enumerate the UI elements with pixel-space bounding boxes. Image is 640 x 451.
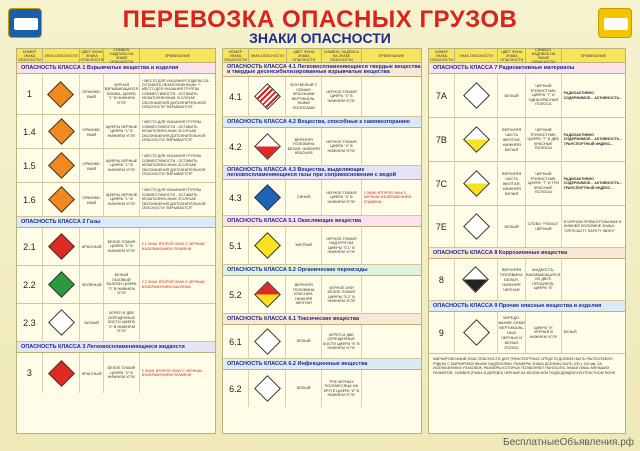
sign-symbol: ЧЕРНОЕ ПЛАМЯ ЦИФРА "4" В НИЖНЕМ УГЛУ: [322, 128, 362, 165]
sign-note: 2 ЗНАК: ВТОРОЙ ЗНАК С ЧЕРНЫМ ИЗОБРАЖЕНИЕМ ПЛАМЕНИ: [363, 190, 412, 204]
sign-color: ЖЕЛТЫЙ: [286, 227, 322, 264]
table-row: [429, 312, 625, 354]
sign-note: [362, 325, 421, 358]
sign-number: 3: [17, 353, 43, 393]
header-note: ПРИМЕЧАНИЕ: [378, 53, 404, 58]
sign-note: * МЕСТО ДЛЯ УКАЗАНИЯ ГРУППЫ СОВМЕСТИМОСТИ - ОСТАВИТЬ НЕЗАПОЛНЕН-НЫМ, В СЛУЧАЕ ОБОЗНАЧЕНИЯ ДОПОЛНИТЕЛЬНОЙ ОПАСНОСТИ "ВЗРЫВАЕТСЯ": [141, 120, 206, 143]
sign-symbol: ЧЕРНОЕ ИЛИ БЕЛОЕ ПЛАМЯ ЦИФРЫ "5.2" В НИЖНЕМ УГЛУ: [322, 276, 362, 313]
sign-number: 1.6: [17, 183, 43, 216]
miscellaneous-hazard-icon: [462, 319, 490, 347]
table-row: [17, 304, 215, 342]
sign-symbol: ЦИФРЫ ЧЕРНЫЕ ЦИФРА "1" В НИЖНЕМ УГЛУ: [104, 183, 140, 216]
flame-icon: [47, 359, 75, 387]
section-class-7: ОПАСНОСТЬ КЛАССА 7 Радиоактивные материалы: [429, 63, 625, 74]
radioactive-icon: [462, 126, 490, 154]
table-row: [429, 259, 625, 301]
header-color: ЦВЕТ ФОНА ЗНАКА ОПАСНОСТИ: [80, 49, 104, 62]
column-middle: [222, 48, 422, 434]
sign-number: 6.2: [223, 370, 249, 407]
section-class-6-1: ОПАСНОСТЬ КЛАССА 6.1 Токсические вещества: [223, 314, 421, 325]
sign-number: 2.2: [17, 266, 43, 303]
table-row: [429, 118, 625, 162]
biohazard-icon: [253, 375, 281, 403]
sign-note: [140, 304, 215, 341]
header-symbol: СИМВОЛ, НАДПИСЬ НА ЗНАКЕ ОПАСНОСТИ: [322, 49, 362, 62]
header-no: НОМЕР ЗНАКА ОПАСНОСТИ: [224, 49, 247, 62]
corrosive-icon: [462, 266, 490, 294]
sign-note: БЕЛЫЙ: [563, 330, 577, 335]
flammable-solid-icon: [253, 83, 281, 111]
section-class-5-2: ОПАСНОСТЬ КЛАССА 5.2 Органические пероксиды: [223, 265, 421, 276]
skull-crossbones-icon: [47, 309, 75, 337]
sign-number: 4.3: [223, 180, 249, 215]
sign-color: ЗЕЛЕНЫЙ: [80, 266, 104, 303]
sign-color: ВЕРХНЯЯ ПОЛОВИНА КРАСНАЯ, НИЖНЯЯ ЖЕЛТАЯ: [286, 276, 322, 313]
sign-note: РАДИОАКТИВНО СОДЕРЖИМОЕ... АКТИВНОСТЬ...: [563, 91, 623, 100]
section-class-3: ОПАСНОСТЬ КЛАССА 3 Легковоспламеняющиеся жидкости: [17, 342, 215, 353]
sign-color: ЧЕРЕДО-ВАНИЕ СЕМИ ВЕРТИКАЛЬ-НЫХ ЧЕРНЫХ И БЕЛЫХ ПОЛОС: [498, 312, 526, 353]
radioactive-icon: [462, 170, 490, 198]
sign-number: 7A: [429, 74, 455, 117]
sign-symbol: ЦИФРЫ ЧЕРНЫЕ ЦИФРА "1" В НИЖНЕМ УГЛУ: [104, 115, 140, 148]
sign-note: В ЧЕРНОМ ПРЯМОУГОЛЬНИКЕ В НИЖНЕЙ ПОЛОВИНЕ ЗНАКА: "CRITICALITY SAFETY INDEX": [563, 219, 622, 233]
table-row: [223, 325, 421, 359]
table-row: [17, 266, 215, 304]
sign-color: СИНИЙ: [286, 180, 322, 215]
table-header: [17, 49, 215, 63]
header-note: ПРИМЕЧАНИЕ: [164, 53, 191, 58]
table-row: [429, 162, 625, 206]
header-symbol: СИМВОЛ, НАДПИСЬ НА ЗНАКЕ ОПАСНОСТИ: [526, 49, 562, 62]
sign-color: БЕЛЫЙ: [498, 74, 526, 117]
sign-color: БЕЛЫЙ: [286, 325, 322, 358]
table-row: [223, 77, 421, 117]
sign-symbol: ЧЕРНЫЙ ТРИЛИСТНИК, ЦИФРА "7" И ОДНА КРАСНАЯ ПОЛОСА: [526, 74, 562, 117]
sign-symbol: ЦИФРЫ ЧЕРНЫЕ ЦИФРА "1" В НИЖНЕМ УГЛУ: [104, 149, 140, 182]
sign-color: ОРАНЖЕ-ВЫЙ: [80, 74, 104, 114]
sign-number: 7C: [429, 162, 455, 205]
explosive-1-6-icon: [47, 186, 75, 214]
radioactive-icon: [462, 82, 490, 110]
section-class-4-1: ОПАСНОСТЬ КЛАССА 4.1 Легковоспламеняющиеся твердые вещества и твердые десенсибилизированные взрывчатые вещества: [223, 63, 421, 77]
table-row: [223, 370, 421, 407]
column-right: [428, 48, 626, 434]
sign-color: КРАСНЫЙ: [80, 353, 104, 393]
sign-number: 5.2: [223, 276, 249, 313]
poster-subtitle: ЗНАКИ ОПАСНОСТИ: [249, 30, 391, 46]
sign-color: БЕЛЫЙ: [80, 304, 104, 341]
header-color: ЦВЕТ ФОНА ЗНАКА ОПАСНОСТИ: [498, 49, 526, 62]
sign-number: 7E: [429, 206, 455, 247]
sign-number: 2.3: [17, 304, 43, 341]
sign-number: 5.1: [223, 227, 249, 264]
sign-note: * МЕСТО ДЛЯ УКАЗАНИЯ ГРУППЫ СОВМЕСТИМОСТИ - ОСТАВИТЬ НЕЗАПОЛНЕН-НЫМ, В СЛУЧАЕ ОБОЗНАЧЕНИЯ ДОПОЛНИТЕЛЬНОЙ ОПАСНОСТИ "ВЗРЫВАЕТСЯ": [141, 188, 206, 211]
sign-note: * МЕСТО ДЛЯ УКАЗАНИЯ ПОДКЛАССА - ОСТАВИТЬ НЕЗАПОЛНЕННЫМ. ** МЕСТО ДЛЯ УКАЗАНИЯ ГРУППЫ СОВМЕСТИМОСТИ - ОСТАВИТЬ НЕЗАПОЛНЕННЫМ. В СЛУЧАЕ ОБОЗНАЧЕНИЯ ДОПОЛНИТЕЛЬНОЙ ОПАСНОСТИ "ВЗРЫВАЕТСЯ": [141, 78, 211, 110]
spontaneously-combustible-icon: [253, 133, 281, 161]
sign-symbol: ЧЕРНЫЙ ТРИЛИСТНИК, ЦИФРА "7" И ДВЕ КРАСНЫЕ ПОЛОСЫ: [526, 118, 562, 161]
sign-note: 2.1 ЗНАК: ВТОРОЙ ЗНАК С ЧЕРНЫМ ИЗОБРАЖЕНИЕМ ПЛАМЕНИ: [141, 242, 205, 251]
sign-color: ФОН БЕЛЫЙ С СЕМЬЮ КРАСНЫМИ ВЕРТИКАЛЬ-НЫМИ ПОЛОСАМИ: [286, 77, 322, 116]
table-row: [17, 149, 215, 183]
section-class-4-2: ОПАСНОСТЬ КЛАССА 4.2 Вещества, способные к самовозгоранию: [223, 117, 421, 128]
fissile-icon: [462, 213, 490, 241]
header-note: ПРИМЕЧАНИЕ: [580, 53, 607, 58]
sign-note: [362, 77, 421, 116]
header-sign: ЗНАК ОПАСНОСТИ: [249, 49, 287, 62]
sign-color: ВЕРХНЯЯ ЧАСТЬ ЖЕЛТАЯ, НИЖНЯЯ БЕЛАЯ: [498, 118, 526, 161]
header-color: ЦВЕТ ФОНА ЗНАКА ОПАСНОСТИ: [287, 49, 323, 62]
sign-note: [362, 227, 421, 264]
sign-note: РАДИОАКТИВНО СОДЕРЖИМОЕ... АКТИВНОСТЬ... ТРАНСПОРТНЫЙ ИНДЕКС...: [563, 132, 623, 146]
sign-note: [562, 259, 625, 300]
sign-symbol: ЧЕРНОЕ ПЛАМЯ ЦИФРА "4" В НИЖНЕМ УГЛУ: [322, 180, 362, 215]
sign-number: 4.1: [223, 77, 249, 116]
sign-note: РАДИОАКТИВНО СОДЕРЖИМОЕ... АКТИВНОСТЬ... ТРАНСПОРТНЫЙ ИНДЕКС...: [563, 176, 623, 190]
section-class-2: ОПАСНОСТЬ КЛАССА 2 Газы: [17, 217, 215, 228]
table-row: [223, 276, 421, 314]
sign-note: [362, 128, 421, 165]
sign-color: БЕЛЫЙ: [498, 206, 526, 247]
sign-symbol: ТРИ ЧЕРНЫХ ПОЛУМЕСЯЦА НА КРУГЕ ЦИФРА "6" В НИЖНЕМ УГЛУ: [322, 370, 362, 407]
sign-color: ОРАНЖЕ-ВЫЙ: [80, 183, 104, 216]
gas-cylinder-icon: [47, 271, 75, 299]
sign-number: 9: [429, 312, 455, 353]
sign-color: ВЕРХНЯЯ ПОЛОВИНА БЕЛАЯ, НИЖНЯЯ КРАСНАЯ: [286, 128, 322, 165]
sign-number: 1.5: [17, 149, 43, 182]
sign-symbol: СЛОВО "FISSILE" ЧЕРНЫЙ: [526, 206, 562, 247]
sign-number: 6.1: [223, 325, 249, 358]
sign-color: ВЕРХНЯЯ ЧАСТЬ ЖЕЛТАЯ, НИЖНЯЯ БЕЛАЯ: [498, 162, 526, 205]
header-no: НОМЕР ЗНАКА ОПАСНОСТИ: [430, 49, 453, 62]
sign-symbol: БЕЛОЕ ПЛАМЯ ЦИФРА "3" В НИЖНЕМ УГЛУ: [104, 353, 140, 393]
sign-symbol: ЖИДКОСТЬ, ВЫЛИВАЮЩАЯСЯ ИЗ ДВУХ ПРОБИРОК, ЦИФРА "8": [526, 259, 562, 300]
section-class-4-3: ОПАСНОСТЬ КЛАССА 4.3 Вещества, выделяющие легковоспламеняющиеся газы при соприкосновении с водой: [223, 166, 421, 180]
sign-symbol: ЦИФРА "9" ЧЕРНАЯ В НИЖНЕМ УГЛУ: [526, 312, 562, 353]
sign-symbol: ЧЕРНЫЙ ТРИЛИСТНИК, ЦИФРА "7" И ТРИ КРАСНЫЕ ПОЛОСЫ: [526, 162, 562, 205]
sign-number: 4.2: [223, 128, 249, 165]
sign-note: [362, 276, 421, 313]
sign-color: ОРАНЖЕ-ВЫЙ: [80, 149, 104, 182]
explosive-1-4-icon: [47, 118, 75, 146]
table-header: [429, 49, 625, 63]
poster-title: ПЕРЕВОЗКА ОПАСНЫХ ГРУЗОВ: [122, 6, 518, 33]
sign-note: [362, 370, 421, 407]
sign-symbol: ЧЕРНОЕ ПЛАМЯ ЦИФРА "4" В НИЖНЕМ УГЛУ: [322, 77, 362, 116]
sign-note: 2 ЗНАК: ВТОРОЙ ЗНАК С ЧЕРНЫМ ИЗОБРАЖЕНИЕМ ПЛАМЕНИ: [141, 368, 202, 377]
section-class-6-2: ОПАСНОСТЬ КЛАССА 6.2 Инфекционные вещества: [223, 359, 421, 370]
oxidizer-icon: [253, 232, 281, 260]
sign-note: * МЕСТО ДЛЯ УКАЗАНИЯ ГРУППЫ СОВМЕСТИМОСТИ - ОСТАВИТЬ НЕЗАПОЛНЕН-НЫМ, В СЛУЧАЕ ОБОЗНАЧЕНИЯ ДОПОЛНИТЕЛЬНОЙ ОПАСНОСТИ "ВЗРЫВАЕТСЯ": [141, 154, 206, 177]
section-class-5-1: ОПАСНОСТЬ КЛАССА 5.1 Окисляющие вещества: [223, 216, 421, 227]
explosive-1-5-icon: [47, 152, 75, 180]
table-row: [17, 228, 215, 266]
sign-symbol: БЕЛЫЙ ГАЗОВЫЙ БАЛЛОН ЦИФРА "2" В НИЖНЕМ УГЛУ: [104, 266, 140, 303]
header-no: НОМЕР ЗНАКА ОПАСНОСТИ: [18, 49, 41, 62]
table-row: [17, 115, 215, 149]
explosive-bomb-icon: [47, 80, 75, 108]
sign-symbol: ЧЕРНОЕ ПЛАМЯ НАД КРУГОМ ЦИФРЫ "5.1" В НИЖНЕМ УГЛУ: [322, 227, 362, 264]
sign-note: 2.2 ЗНАК: ВТОРОЙ ЗНАК С ЧЕРНЫМ ИЗОБРАЖЕНИЕМ БАЛЛОНА: [141, 280, 205, 289]
table-row: [17, 183, 215, 217]
sign-color: ВЕРХНЯЯ ПОЛОВИНА БЕЛАЯ, НИЖНЯЯ ЧЕРНАЯ: [498, 259, 526, 300]
toxic-skull-icon: [253, 328, 281, 356]
header-sign: ЗНАК ОПАСНОСТИ: [43, 49, 81, 62]
table-row: [429, 206, 625, 248]
table-row: [223, 128, 421, 166]
organic-peroxide-icon: [253, 281, 281, 309]
watermark: БесплатныеОбъявления.рф: [503, 437, 634, 448]
sign-color: БЕЛЫЙ: [286, 370, 322, 407]
header-sign: ЗНАК ОПАСНОСТИ: [455, 49, 499, 62]
sign-color: ОРАНЖЕ-ВЫЙ: [80, 115, 104, 148]
section-class-9: ОПАСНОСТЬ КЛАССА 9 Прочие опасные вещества и изделия: [429, 301, 625, 312]
sign-symbol: БЕЛОЕ ПЛАМЯ ЦИФРА "2" В НИЖНЕМ УГЛУ: [104, 228, 140, 265]
section-class-1: ОПАСНОСТЬ КЛАССА 1 Взрывчатые вещества и изделия: [17, 63, 215, 74]
table-row: [223, 227, 421, 265]
sign-number: 7B: [429, 118, 455, 161]
footer-note: МАРКИРОВОЧНЫЙ ЗНАК ОПАСНОСТИ ДЛЯ ТРАНСПОРТНЫХ СРЕДСТВ ДОЛЖЕН БЫТЬ РАСПОЛОЖЕН РЯДОМ С МАРКИРОВОЧНЫМИ НАДПИСЯМИ. РАЗМЕРЫ ЗНАКА ДОЛЖНЫ БЫТЬ 100 х 100 мм, ЗА ИСКЛЮЧЕНИЕМ УПАКОВОК, РАЗМЕРЫ КОТОРЫХ ПОЗВОЛЯЮТ НАНОСИТЬ ЗНАКИ ЛИШЬ МЕНЬШИХ РАЗМЕРОВ. СИМВОЛ (РЫБА И ДЕРЕВО) ЧЕРНЫЙ НА БЕЛОМ ИЛИ ПОДХОДЯЩЕМ КОНТРАСТНОМ ФОНЕ.: [433, 357, 617, 375]
column-left: [16, 48, 216, 434]
sign-symbol: ЧЕРЕП И ДВЕ СКРЕЩЕННЫЕ КОСТИ ЦИФРА "2" В НИЖНЕМ УГЛУ: [104, 304, 140, 341]
dangerous-when-wet-icon: [253, 184, 281, 212]
table-row: [223, 180, 421, 216]
sign-number: 8: [429, 259, 455, 300]
sign-number: 2.1: [17, 228, 43, 265]
section-class-8: ОПАСНОСТЬ КЛАССА 8 Коррозионные вещества: [429, 248, 625, 259]
table-row: [17, 74, 215, 115]
sign-symbol: ЧЕРНАЯ ВЗРЫВАЮЩАЯСЯ БОМБА, ЦИФРА "1" В НИЖНЕМ УГЛУ: [104, 74, 140, 114]
sign-symbol: ЧЕРЕП И ДВЕ СКРЕЩЕННЫЕ КОСТИ ЦИФРА "6" В НИЖНЕМ УГЛУ: [322, 325, 362, 358]
sign-number: 1: [17, 74, 43, 114]
table-row: [429, 74, 625, 118]
flame-icon: [47, 233, 75, 261]
header-symbol: СИМВОЛ, НАДПИСЬ НА ЗНАКЕ ОПАСНОСТИ: [104, 49, 140, 62]
table-row: [17, 353, 215, 393]
table-header: [223, 49, 421, 63]
sign-number: 1.4: [17, 115, 43, 148]
sign-color: КРАСНЫЙ: [80, 228, 104, 265]
